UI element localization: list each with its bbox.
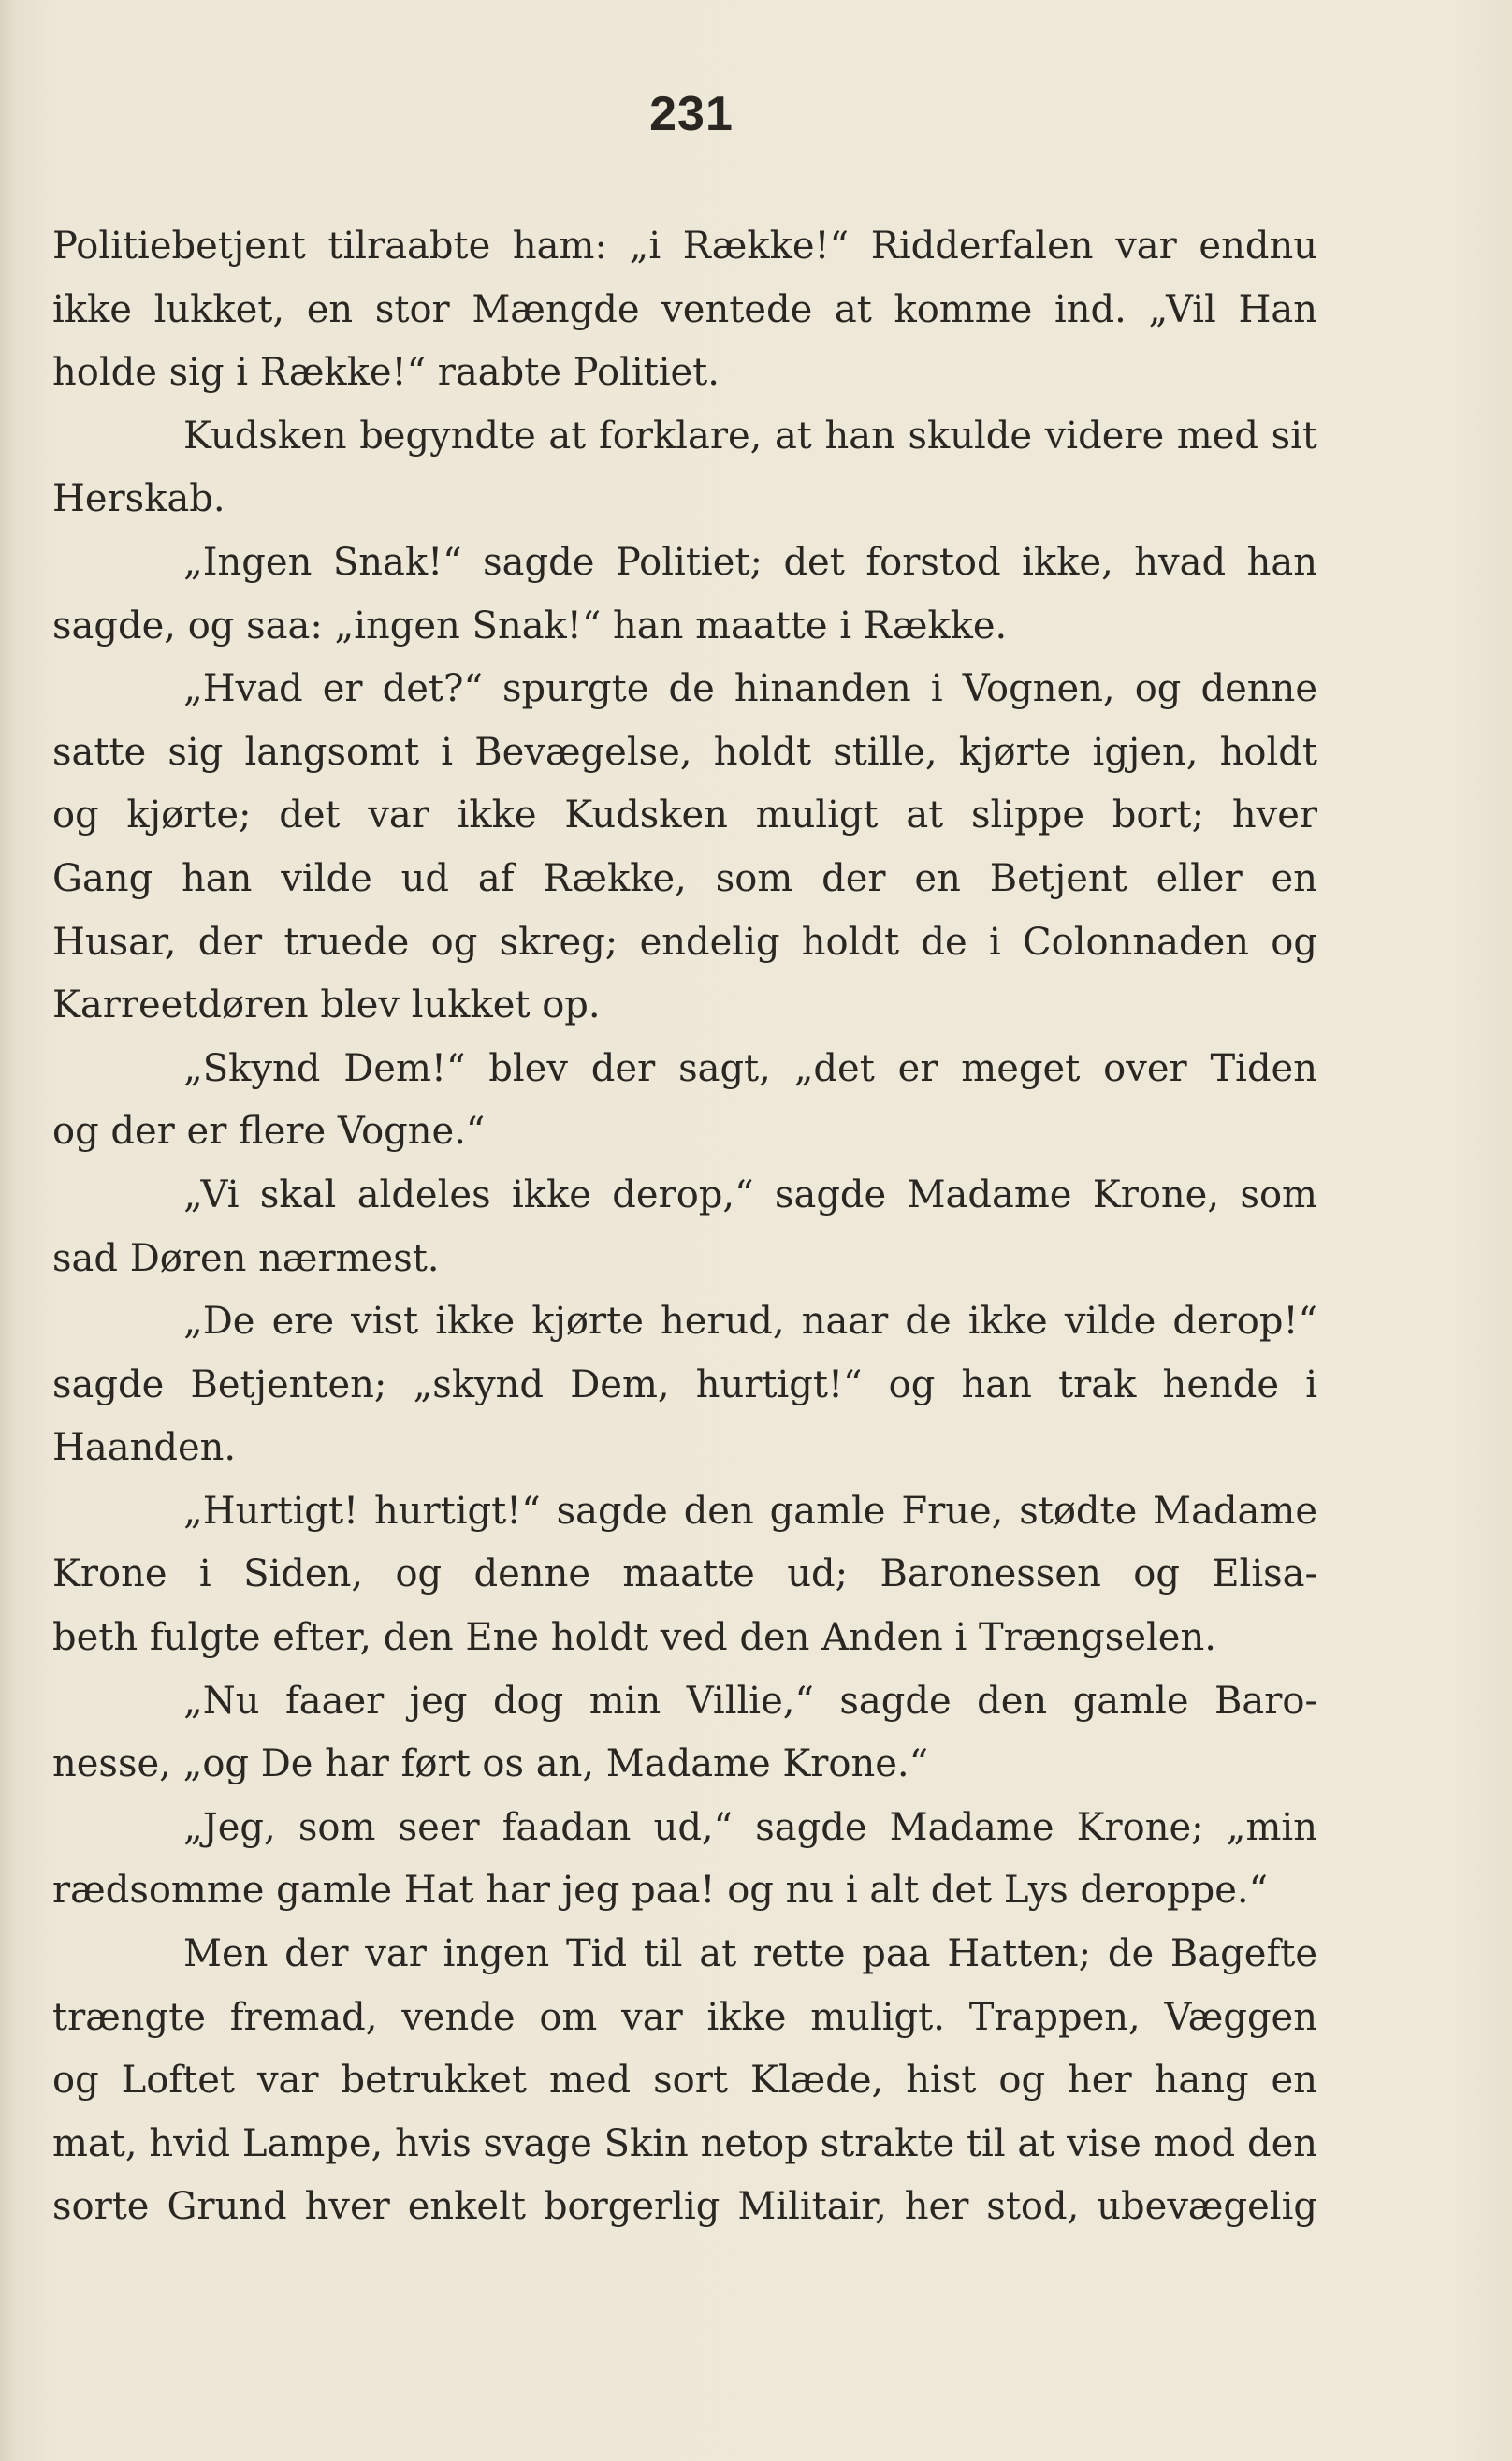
text-line: „De ere vist ikke kjørte herud, naar de ikke vilde derop!“ [183,1300,1317,1344]
text-line: Herskab. [52,477,225,521]
text-line: sagde, og saa: „ingen Snak!“ han maatte i Række. [52,604,1008,648]
text-line: Politiebetjent tilraabte ham: „i Række!“ Ridderfalen var endnu [52,225,1317,268]
text-line: „Hurtigt! hurtigt!“ sagde den gamle Frue, stødte Madame [183,1489,1317,1533]
text-line: Haanden. [52,1426,237,1470]
text-line: og der er flere Vogne.“ [52,1110,486,1154]
text-line: Krone i Siden, og denne maatte ud; Baronessen og Elisa- [52,1552,1317,1596]
text-line: Karreetdøren blev lukket op. [52,983,601,1027]
text-line: „Nu faaer jeg dog min Villie,“ sagde den gamle Baro- [183,1679,1317,1723]
text-line: „Hvad er det?“ spurgte de hinanden i Vognen, og denne [183,667,1317,711]
text-line: „Skynd Dem!“ blev der sagt, „det er meget over Tiden [183,1046,1317,1090]
text-line: trængte fremad, vende om var ikke muligt. Trappen, Væggen [52,1995,1317,2039]
text-line: satte sig langsomt i Bevægelse, holdt stille, kjørte igjen, holdt [52,730,1317,774]
text-line: „Jeg, som seer faadan ud,“ sagde Madame Krone; „min [183,1805,1317,1849]
body-text [52,215,1317,2239]
page-number: 231 [649,87,734,141]
text-line: Men der var ingen Tid til at rette paa Hatten; de Bagefte [183,1932,1317,1976]
text-line: sagde Betjenten; „skynd Dem, hurtigt!“ og han trak hende i [52,1362,1317,1406]
text-line: sad Døren nærmest. [52,1236,440,1280]
text-line: sorte Grund hver enkelt borgerlig Militair, her stod, ubevægelig [52,2185,1317,2229]
text-line: nesse, „og De har ført os an, Madame Krone.“ [52,1742,929,1786]
text-line: Kudsken begyndte at forklare, at han skulde videre med sit [183,414,1317,458]
text-line: holde sig i Række!“ raabte Politiet. [52,351,720,395]
text-line: og kjørte; det var ikke Kudsken muligt at slippe bort; hver [52,794,1317,837]
text-line: „Ingen Snak!“ sagde Politiet; det forstod ikke, hvad han [183,540,1317,584]
text-line: beth fulgte efter, den Ene holdt ved den Anden i Trængselen. [52,1616,1216,1660]
text-line: Husar, der truede og skreg; endelig holdt de i Colonnaden og [52,920,1317,964]
text-line: mat, hvid Lampe, hvis svage Skin netop strakte til at vise mod den [52,2121,1317,2165]
text-line: og Loftet var betrukket med sort Klæde, hist og her hang en [52,2059,1317,2103]
text-line: ikke lukket, en stor Mængde ventede at komme ind. „Vil Han [52,287,1317,331]
text-line: rædsomme gamle Hat har jeg paa! og nu i alt det Lys deroppe.“ [52,1869,1269,1913]
text-line: Gang han vilde ud af Række, som der en Betjent eller en [52,856,1317,900]
text-line: „Vi skal aldeles ikke derop,“ sagde Madame Krone, som [183,1172,1317,1216]
